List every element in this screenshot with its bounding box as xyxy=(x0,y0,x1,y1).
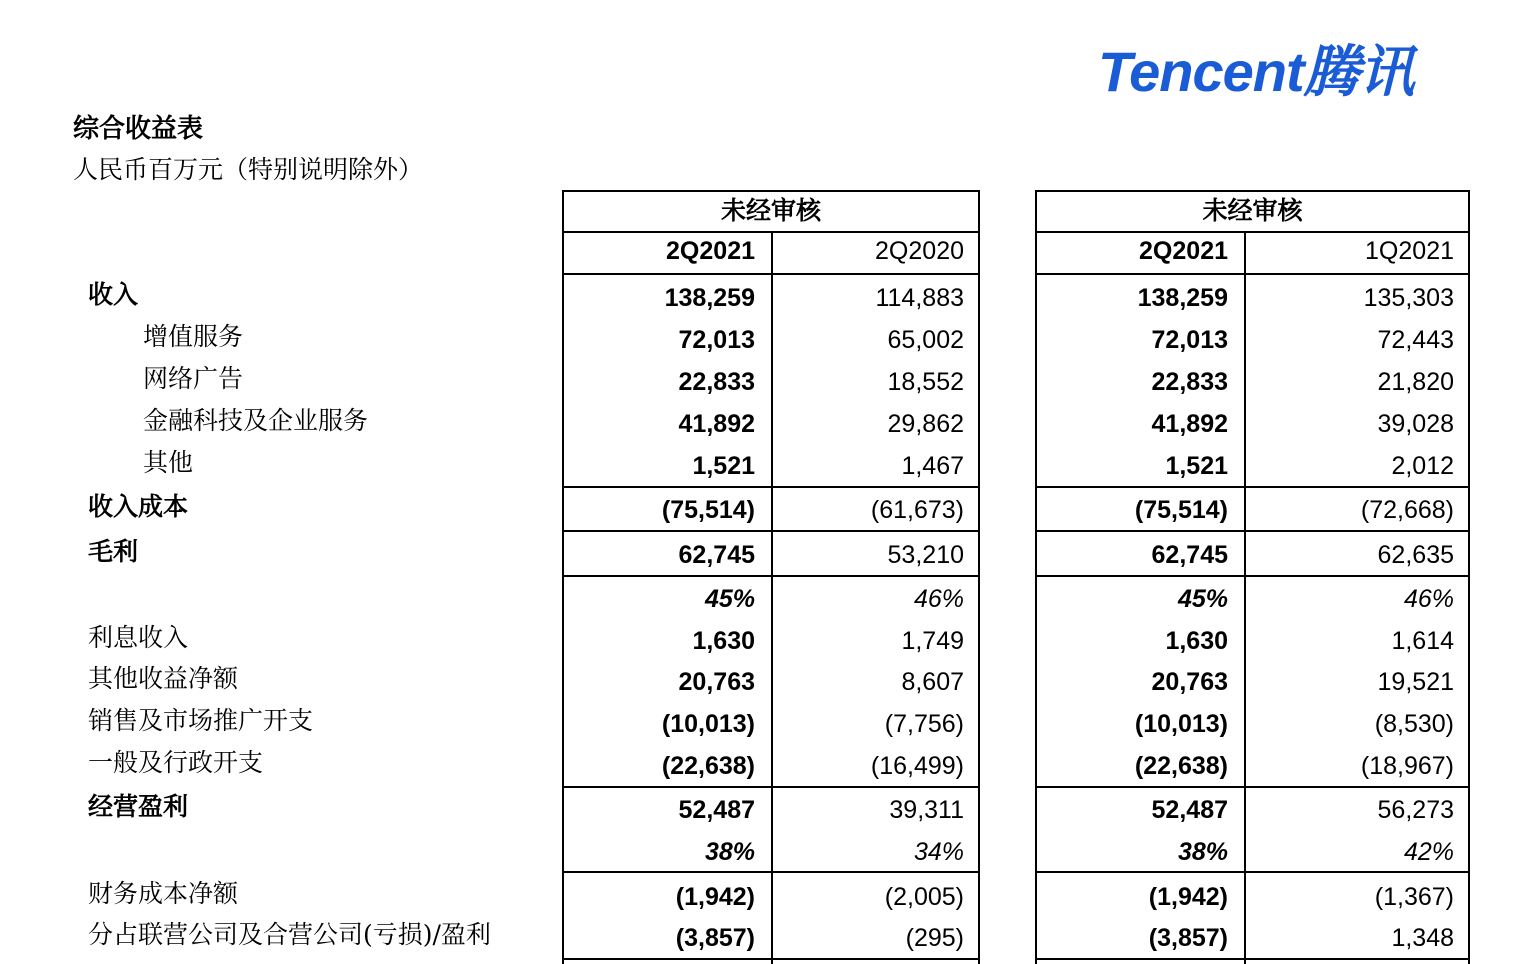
row-label: 销售及市场推广开支 xyxy=(88,706,314,735)
row-label: 经营盈利 xyxy=(88,792,189,821)
value-compare: 8,607 xyxy=(901,668,964,696)
value-compare: 114,883 xyxy=(875,284,964,312)
row-label: 收入 xyxy=(88,280,139,309)
value-compare: 2,012 xyxy=(1391,452,1454,480)
value-current: 62,745 xyxy=(678,541,755,569)
value-compare: 135,303 xyxy=(1363,284,1454,312)
value-compare: (8,530) xyxy=(1374,710,1454,738)
value-current: 38% xyxy=(1177,838,1228,866)
value-current: 20,763 xyxy=(1151,668,1228,696)
row-label: 其他收益净额 xyxy=(88,664,239,693)
value-compare: 19,521 xyxy=(1377,668,1454,696)
row-rule xyxy=(1037,871,1468,873)
value-current: (3,857) xyxy=(675,924,755,952)
row-label: 金融科技及企业服务 xyxy=(143,406,369,435)
value-current: (3,857) xyxy=(1148,924,1228,952)
header-rule xyxy=(1037,273,1468,275)
value-current: 52,487 xyxy=(1151,796,1228,824)
row-label: 其他 xyxy=(143,448,194,477)
value-compare: 1,749 xyxy=(901,627,964,655)
value-current: 72,013 xyxy=(678,326,755,354)
value-compare: 39,028 xyxy=(1377,410,1454,438)
value-compare: 56,273 xyxy=(1377,796,1454,824)
column-header-current: 2Q2021 xyxy=(1139,237,1228,265)
row-rule xyxy=(564,871,978,873)
row-label: 分占联营公司及合营公司(亏损)/盈利 xyxy=(88,920,491,949)
group-header: 未经审核 xyxy=(564,190,978,233)
row-rule xyxy=(1037,786,1468,788)
value-compare: 1,348 xyxy=(1391,924,1454,952)
value-current: 1,630 xyxy=(1165,627,1228,655)
row-rule xyxy=(1037,530,1468,532)
row-rule xyxy=(564,486,978,488)
row-rule xyxy=(564,575,978,577)
row-rule xyxy=(1037,486,1468,488)
value-compare: 62,635 xyxy=(1377,541,1454,569)
column-divider xyxy=(771,233,773,964)
logo-text-cn: 腾讯 xyxy=(1303,40,1414,103)
column-header-current: 2Q2021 xyxy=(666,237,755,265)
value-current: 138,259 xyxy=(1137,284,1228,312)
value-current: (1,942) xyxy=(1148,883,1228,911)
value-current: (22,638) xyxy=(1134,752,1228,780)
value-current: 1,521 xyxy=(1165,452,1228,480)
value-current: (75,514) xyxy=(661,496,755,524)
row-label: 利息收入 xyxy=(88,623,189,652)
value-current: 22,833 xyxy=(678,368,755,396)
value-current: 41,892 xyxy=(1151,410,1228,438)
column-divider xyxy=(1244,233,1246,964)
statement-title: 综合收益表 xyxy=(73,114,204,144)
value-compare: 46% xyxy=(1403,585,1454,613)
value-current: 38% xyxy=(704,838,755,866)
column-group-yoy xyxy=(562,190,980,964)
value-compare: 34% xyxy=(913,838,964,866)
value-compare: 42% xyxy=(1403,838,1454,866)
value-compare: 29,862 xyxy=(887,410,964,438)
value-current: 1,521 xyxy=(692,452,755,480)
logo-text-en: Tencent xyxy=(1098,40,1304,103)
value-compare: 18,552 xyxy=(887,368,964,396)
value-compare: (2,005) xyxy=(884,883,964,911)
row-label: 增值服务 xyxy=(143,322,244,351)
value-compare: (295) xyxy=(905,924,964,952)
value-compare: (1,367) xyxy=(1374,883,1454,911)
value-compare: (18,967) xyxy=(1360,752,1454,780)
value-current: 138,259 xyxy=(664,284,755,312)
value-compare: 72,443 xyxy=(1377,326,1454,354)
row-rule xyxy=(564,786,978,788)
value-compare: 65,002 xyxy=(887,326,964,354)
column-header-compare: 1Q2021 xyxy=(1365,237,1454,265)
row-rule xyxy=(564,958,978,960)
value-current: 52,487 xyxy=(678,796,755,824)
tencent-logo xyxy=(1098,28,1414,108)
value-current: 45% xyxy=(1177,585,1228,613)
value-current: 72,013 xyxy=(1151,326,1228,354)
row-label: 一般及行政开支 xyxy=(88,748,264,777)
value-current: (75,514) xyxy=(1134,496,1228,524)
row-rule xyxy=(564,530,978,532)
statement-subtitle: 人民币百万元（特别说明除外） xyxy=(73,155,424,184)
value-current: (22,638) xyxy=(661,752,755,780)
value-compare: (72,668) xyxy=(1360,496,1454,524)
value-compare: (7,756) xyxy=(884,710,964,738)
header-rule xyxy=(564,273,978,275)
value-current: 22,833 xyxy=(1151,368,1228,396)
row-label: 网络广告 xyxy=(143,364,244,393)
value-current: 62,745 xyxy=(1151,541,1228,569)
value-current: 20,763 xyxy=(678,668,755,696)
group-header: 未经审核 xyxy=(1037,190,1468,233)
value-current: 45% xyxy=(704,585,755,613)
value-compare: (61,673) xyxy=(870,496,964,524)
row-label: 毛利 xyxy=(88,537,139,566)
value-compare: 21,820 xyxy=(1377,368,1454,396)
value-current: 1,630 xyxy=(692,627,755,655)
value-current: (10,013) xyxy=(661,710,755,738)
row-label: 收入成本 xyxy=(88,492,189,521)
value-compare: 53,210 xyxy=(887,541,964,569)
column-header-compare: 2Q2020 xyxy=(875,237,964,265)
value-compare: (16,499) xyxy=(870,752,964,780)
row-rule xyxy=(1037,958,1468,960)
value-current: (10,013) xyxy=(1134,710,1228,738)
row-label: 财务成本净额 xyxy=(88,879,239,908)
value-current: 41,892 xyxy=(678,410,755,438)
value-compare: 46% xyxy=(913,585,964,613)
value-compare: 39,311 xyxy=(889,796,964,824)
value-compare: 1,467 xyxy=(901,452,964,480)
column-group-qoq xyxy=(1035,190,1470,964)
value-current: (1,942) xyxy=(675,883,755,911)
row-rule xyxy=(1037,575,1468,577)
value-compare: 1,614 xyxy=(1391,627,1454,655)
